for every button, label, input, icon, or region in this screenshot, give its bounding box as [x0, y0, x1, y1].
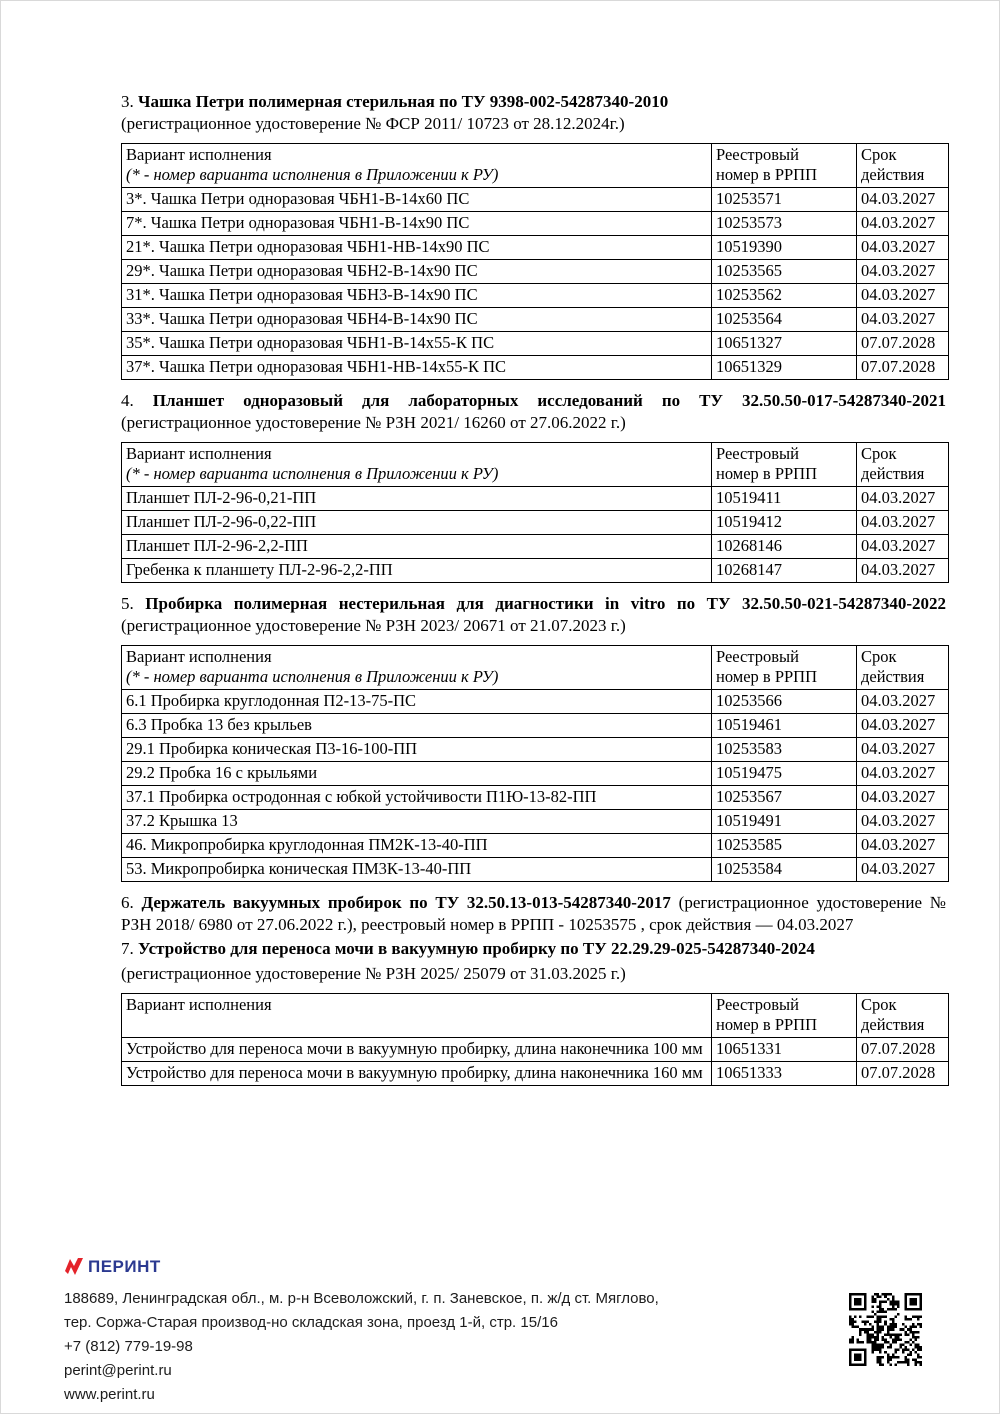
section-4-heading: [121, 390, 946, 434]
qr-code: [849, 1293, 922, 1366]
variant-cell: 29*. Чашка Петри одноразовая ЧБН2-В-14х90 ПС: [122, 260, 712, 284]
variant-column-header: [122, 994, 712, 1038]
section-number: 6.: [121, 893, 134, 912]
term-cell: 04.03.2027: [857, 738, 949, 762]
section-number: 5.: [121, 594, 134, 613]
registry-number-cell: 10651327: [712, 332, 857, 356]
term-header-line1: Срок: [861, 995, 897, 1014]
section-6-paragraph: [121, 892, 946, 936]
variant-header-label: Вариант исполнения: [126, 995, 272, 1014]
registry-number-cell: 10519412: [712, 511, 857, 535]
table-row: [122, 1038, 949, 1062]
registry-header-line2: номер в РРПП: [716, 1015, 818, 1034]
term-cell: 04.03.2027: [857, 786, 949, 810]
table-row: [122, 260, 949, 284]
term-cell: 04.03.2027: [857, 714, 949, 738]
term-cell: 04.03.2027: [857, 236, 949, 260]
variant-cell: 6.3 Пробка 13 без крыльев: [122, 714, 712, 738]
document-content: [1, 1, 999, 1086]
variant-cell: Планшет ПЛ-2-96-2,2-ПП: [122, 535, 712, 559]
term-cell: 04.03.2027: [857, 535, 949, 559]
section-title: Держатель вакуумных пробирок по ТУ 32.50.13-013-54287340-2017: [141, 893, 671, 912]
variant-column-header: [122, 144, 712, 188]
perint-logo-icon: [64, 1257, 84, 1277]
registry-number-cell: 10268147: [712, 559, 857, 583]
variant-cell: Устройство для переноса мочи в вакуумную пробирку, длина наконечника 100 мм: [122, 1038, 712, 1062]
registry-header-line2: номер в РРПП: [716, 165, 818, 184]
footer-address-line-2: тер. Соржа-Старая производ-но складская зона, проезд 1-й, стр. 15/16: [64, 1314, 558, 1331]
variant-header-note: (* - номер варианта исполнения в Приложении к РУ): [126, 667, 499, 686]
table-row: [122, 332, 949, 356]
section-registration-note: (регистрационное удостоверение № ФСР 2011/ 10723 от 28.12.2024г.): [121, 114, 625, 133]
variant-cell: 7*. Чашка Петри одноразовая ЧБН1-В-14х90 ПС: [122, 212, 712, 236]
term-cell: 04.03.2027: [857, 511, 949, 535]
registry-header-line1: Реестровый: [716, 995, 799, 1014]
registry-number-cell: 10253571: [712, 188, 857, 212]
term-column-header: [857, 443, 949, 487]
table-row: [122, 786, 949, 810]
table-row: [122, 535, 949, 559]
table-row: [122, 714, 949, 738]
section-7-table: [121, 993, 949, 1086]
footer: [64, 1255, 659, 1407]
table-row: [122, 834, 949, 858]
table-row: [122, 212, 949, 236]
footer-address-line-1: 188689, Ленинградская обл., м. р-н Всеволожский, г. п. Заневское, п. ж/д ст. Мяглово,: [64, 1290, 659, 1307]
registry-column-header: [712, 994, 857, 1038]
table-row: [122, 356, 949, 380]
table-header-row: [122, 443, 949, 487]
term-cell: 04.03.2027: [857, 690, 949, 714]
table-row: [122, 236, 949, 260]
section-7-registration-note: (регистрационное удостоверение № РЗН 2025/ 25079 от 31.03.2025 г.): [121, 964, 626, 983]
perint-logo: [64, 1255, 659, 1279]
registry-header-line1: Реестровый: [716, 647, 799, 666]
registry-header-line1: Реестровый: [716, 145, 799, 164]
table-header-row: [122, 144, 949, 188]
term-header-line2: действия: [861, 667, 925, 686]
variant-cell: 37.2 Крышка 13: [122, 810, 712, 834]
table-row: [122, 559, 949, 583]
registry-header-line2: номер в РРПП: [716, 464, 818, 483]
registry-number-cell: 10519475: [712, 762, 857, 786]
table-row: [122, 1062, 949, 1086]
term-column-header: [857, 144, 949, 188]
variant-cell: 29.1 Пробирка коническая П3-16-100-ПП: [122, 738, 712, 762]
table-row: [122, 858, 949, 882]
registry-column-header: [712, 646, 857, 690]
table-header-row: [122, 994, 949, 1038]
term-cell: 04.03.2027: [857, 834, 949, 858]
table-row: [122, 738, 949, 762]
table-row: [122, 308, 949, 332]
term-cell: 04.03.2027: [857, 858, 949, 882]
registry-number-cell: 10651331: [712, 1038, 857, 1062]
table-row: [122, 810, 949, 834]
section-number: 3.: [121, 92, 134, 111]
term-column-header: [857, 994, 949, 1038]
registry-number-cell: 10253564: [712, 308, 857, 332]
variant-header-label: Вариант исполнения: [126, 444, 272, 463]
table-row: [122, 690, 949, 714]
section-3-heading: [121, 91, 946, 135]
footer-phone: +7 (812) 779-19-98: [64, 1338, 193, 1355]
registry-number-cell: 10253584: [712, 858, 857, 882]
variant-cell: 37.1 Пробирка остродонная с юбкой устойчивости П1Ю-13-82-ПП: [122, 786, 712, 810]
registry-number-cell: 10519390: [712, 236, 857, 260]
table-row: [122, 762, 949, 786]
registry-number-cell: 10268146: [712, 535, 857, 559]
term-column-header: [857, 646, 949, 690]
term-header-line2: действия: [861, 1015, 925, 1034]
variant-cell: Планшет ПЛ-2-96-0,21-ПП: [122, 487, 712, 511]
variant-header-note: (* - номер варианта исполнения в Приложении к РУ): [126, 165, 499, 184]
term-cell: 07.07.2028: [857, 332, 949, 356]
term-header-line1: Срок: [861, 647, 897, 666]
variant-cell: 3*. Чашка Петри одноразовая ЧБН1-В-14х60 ПС: [122, 188, 712, 212]
term-header-line2: действия: [861, 464, 925, 483]
section-4-table: [121, 442, 949, 583]
variant-cell: 35*. Чашка Петри одноразовая ЧБН1-В-14х55-К ПС: [122, 332, 712, 356]
section-registration-note: (регистрационное удостоверение № РЗН 2023/ 20671 от 21.07.2023 г.): [121, 616, 626, 635]
section-3-table: [121, 143, 949, 380]
term-cell: 04.03.2027: [857, 559, 949, 583]
registry-number-cell: 10253573: [712, 212, 857, 236]
registry-header-line2: номер в РРПП: [716, 667, 818, 686]
variant-header-note: (* - номер варианта исполнения в Приложении к РУ): [126, 464, 499, 483]
term-cell: 04.03.2027: [857, 212, 949, 236]
table-row: [122, 188, 949, 212]
section-number: 4.: [121, 391, 134, 410]
variant-cell: Устройство для переноса мочи в вакуумную пробирку, длина наконечника 160 мм: [122, 1062, 712, 1086]
term-cell: 07.07.2028: [857, 1062, 949, 1086]
variant-cell: 29.2 Пробка 16 с крыльями: [122, 762, 712, 786]
registry-column-header: [712, 443, 857, 487]
section-7-heading: [121, 938, 946, 960]
term-header-line1: Срок: [861, 145, 897, 164]
registry-number-cell: 10519411: [712, 487, 857, 511]
table-header-row: [122, 646, 949, 690]
term-cell: 04.03.2027: [857, 260, 949, 284]
registry-number-cell: 10253585: [712, 834, 857, 858]
registry-number-cell: 10253562: [712, 284, 857, 308]
term-cell: 04.03.2027: [857, 487, 949, 511]
variant-cell: 37*. Чашка Петри одноразовая ЧБН1-НВ-14х55-К ПС: [122, 356, 712, 380]
variant-cell: 46. Микропробирка круглодонная ПМ2К-13-40-ПП: [122, 834, 712, 858]
term-header-line1: Срок: [861, 444, 897, 463]
term-cell: 07.07.2028: [857, 356, 949, 380]
section-registration-note: (регистрационное удостоверение № РЗН 2021/ 16260 от 27.06.2022 г.): [121, 413, 626, 432]
registry-number-cell: 10253567: [712, 786, 857, 810]
variant-cell: 31*. Чашка Петри одноразовая ЧБН3-В-14х90 ПС: [122, 284, 712, 308]
section-title: Устройство для переноса мочи в вакуумную пробирку по ТУ 22.29.29-025-54287340-2024: [138, 939, 815, 958]
section-number: 7.: [121, 939, 134, 958]
term-cell: 04.03.2027: [857, 308, 949, 332]
table-row: [122, 487, 949, 511]
variant-column-header: [122, 646, 712, 690]
variant-cell: Планшет ПЛ-2-96-0,22-ПП: [122, 511, 712, 535]
variant-cell: Гребенка к планшету ПЛ-2-96-2,2-ПП: [122, 559, 712, 583]
variant-cell: 6.1 Пробирка круглодонная П2-13-75-ПС: [122, 690, 712, 714]
term-cell: 04.03.2027: [857, 762, 949, 786]
section-5-heading: [121, 593, 946, 637]
section-5-table: [121, 645, 949, 882]
registry-number-cell: 10651333: [712, 1062, 857, 1086]
variant-cell: 53. Микропробирка коническая ПМ3К-13-40-ПП: [122, 858, 712, 882]
variant-cell: 21*. Чашка Петри одноразовая ЧБН1-НВ-14х90 ПС: [122, 236, 712, 260]
section-registration-text: (регистрационное удостоверение № РЗН 2018/ 6980 от 27.06.2022 г.), реестровый номер в РРПП - 10253575 , срок действия — 04.03.2027: [121, 893, 947, 934]
registry-number-cell: 10253565: [712, 260, 857, 284]
perint-logo-text: ПЕРИНТ: [88, 1257, 161, 1276]
term-cell: 07.07.2028: [857, 1038, 949, 1062]
registry-number-cell: 10519491: [712, 810, 857, 834]
registry-column-header: [712, 144, 857, 188]
term-cell: 04.03.2027: [857, 284, 949, 308]
table-row: [122, 284, 949, 308]
registry-header-line1: Реестровый: [716, 444, 799, 463]
registry-number-cell: 10253583: [712, 738, 857, 762]
section-title: Планшет одноразовый для лабораторных исследований по ТУ 32.50.50-017-54287340-2021: [152, 391, 946, 410]
section-title: Чашка Петри полимерная стерильная по ТУ 9398-002-54287340-2010: [138, 92, 669, 111]
registry-number-cell: 10651329: [712, 356, 857, 380]
footer-website: www.perint.ru: [64, 1386, 155, 1403]
variant-column-header: [122, 443, 712, 487]
section-title: Пробирка полимерная нестерильная для диагностики in vitro по ТУ 32.50.50-021-54287340-2022: [145, 594, 946, 613]
term-cell: 04.03.2027: [857, 810, 949, 834]
footer-email: perint@perint.ru: [64, 1362, 172, 1379]
variant-header-label: Вариант исполнения: [126, 647, 272, 666]
registry-number-cell: 10519461: [712, 714, 857, 738]
variant-header-label: Вариант исполнения: [126, 145, 272, 164]
term-header-line2: действия: [861, 165, 925, 184]
registry-number-cell: 10253566: [712, 690, 857, 714]
table-row: [122, 511, 949, 535]
variant-cell: 33*. Чашка Петри одноразовая ЧБН4-В-14х90 ПС: [122, 308, 712, 332]
term-cell: 04.03.2027: [857, 188, 949, 212]
